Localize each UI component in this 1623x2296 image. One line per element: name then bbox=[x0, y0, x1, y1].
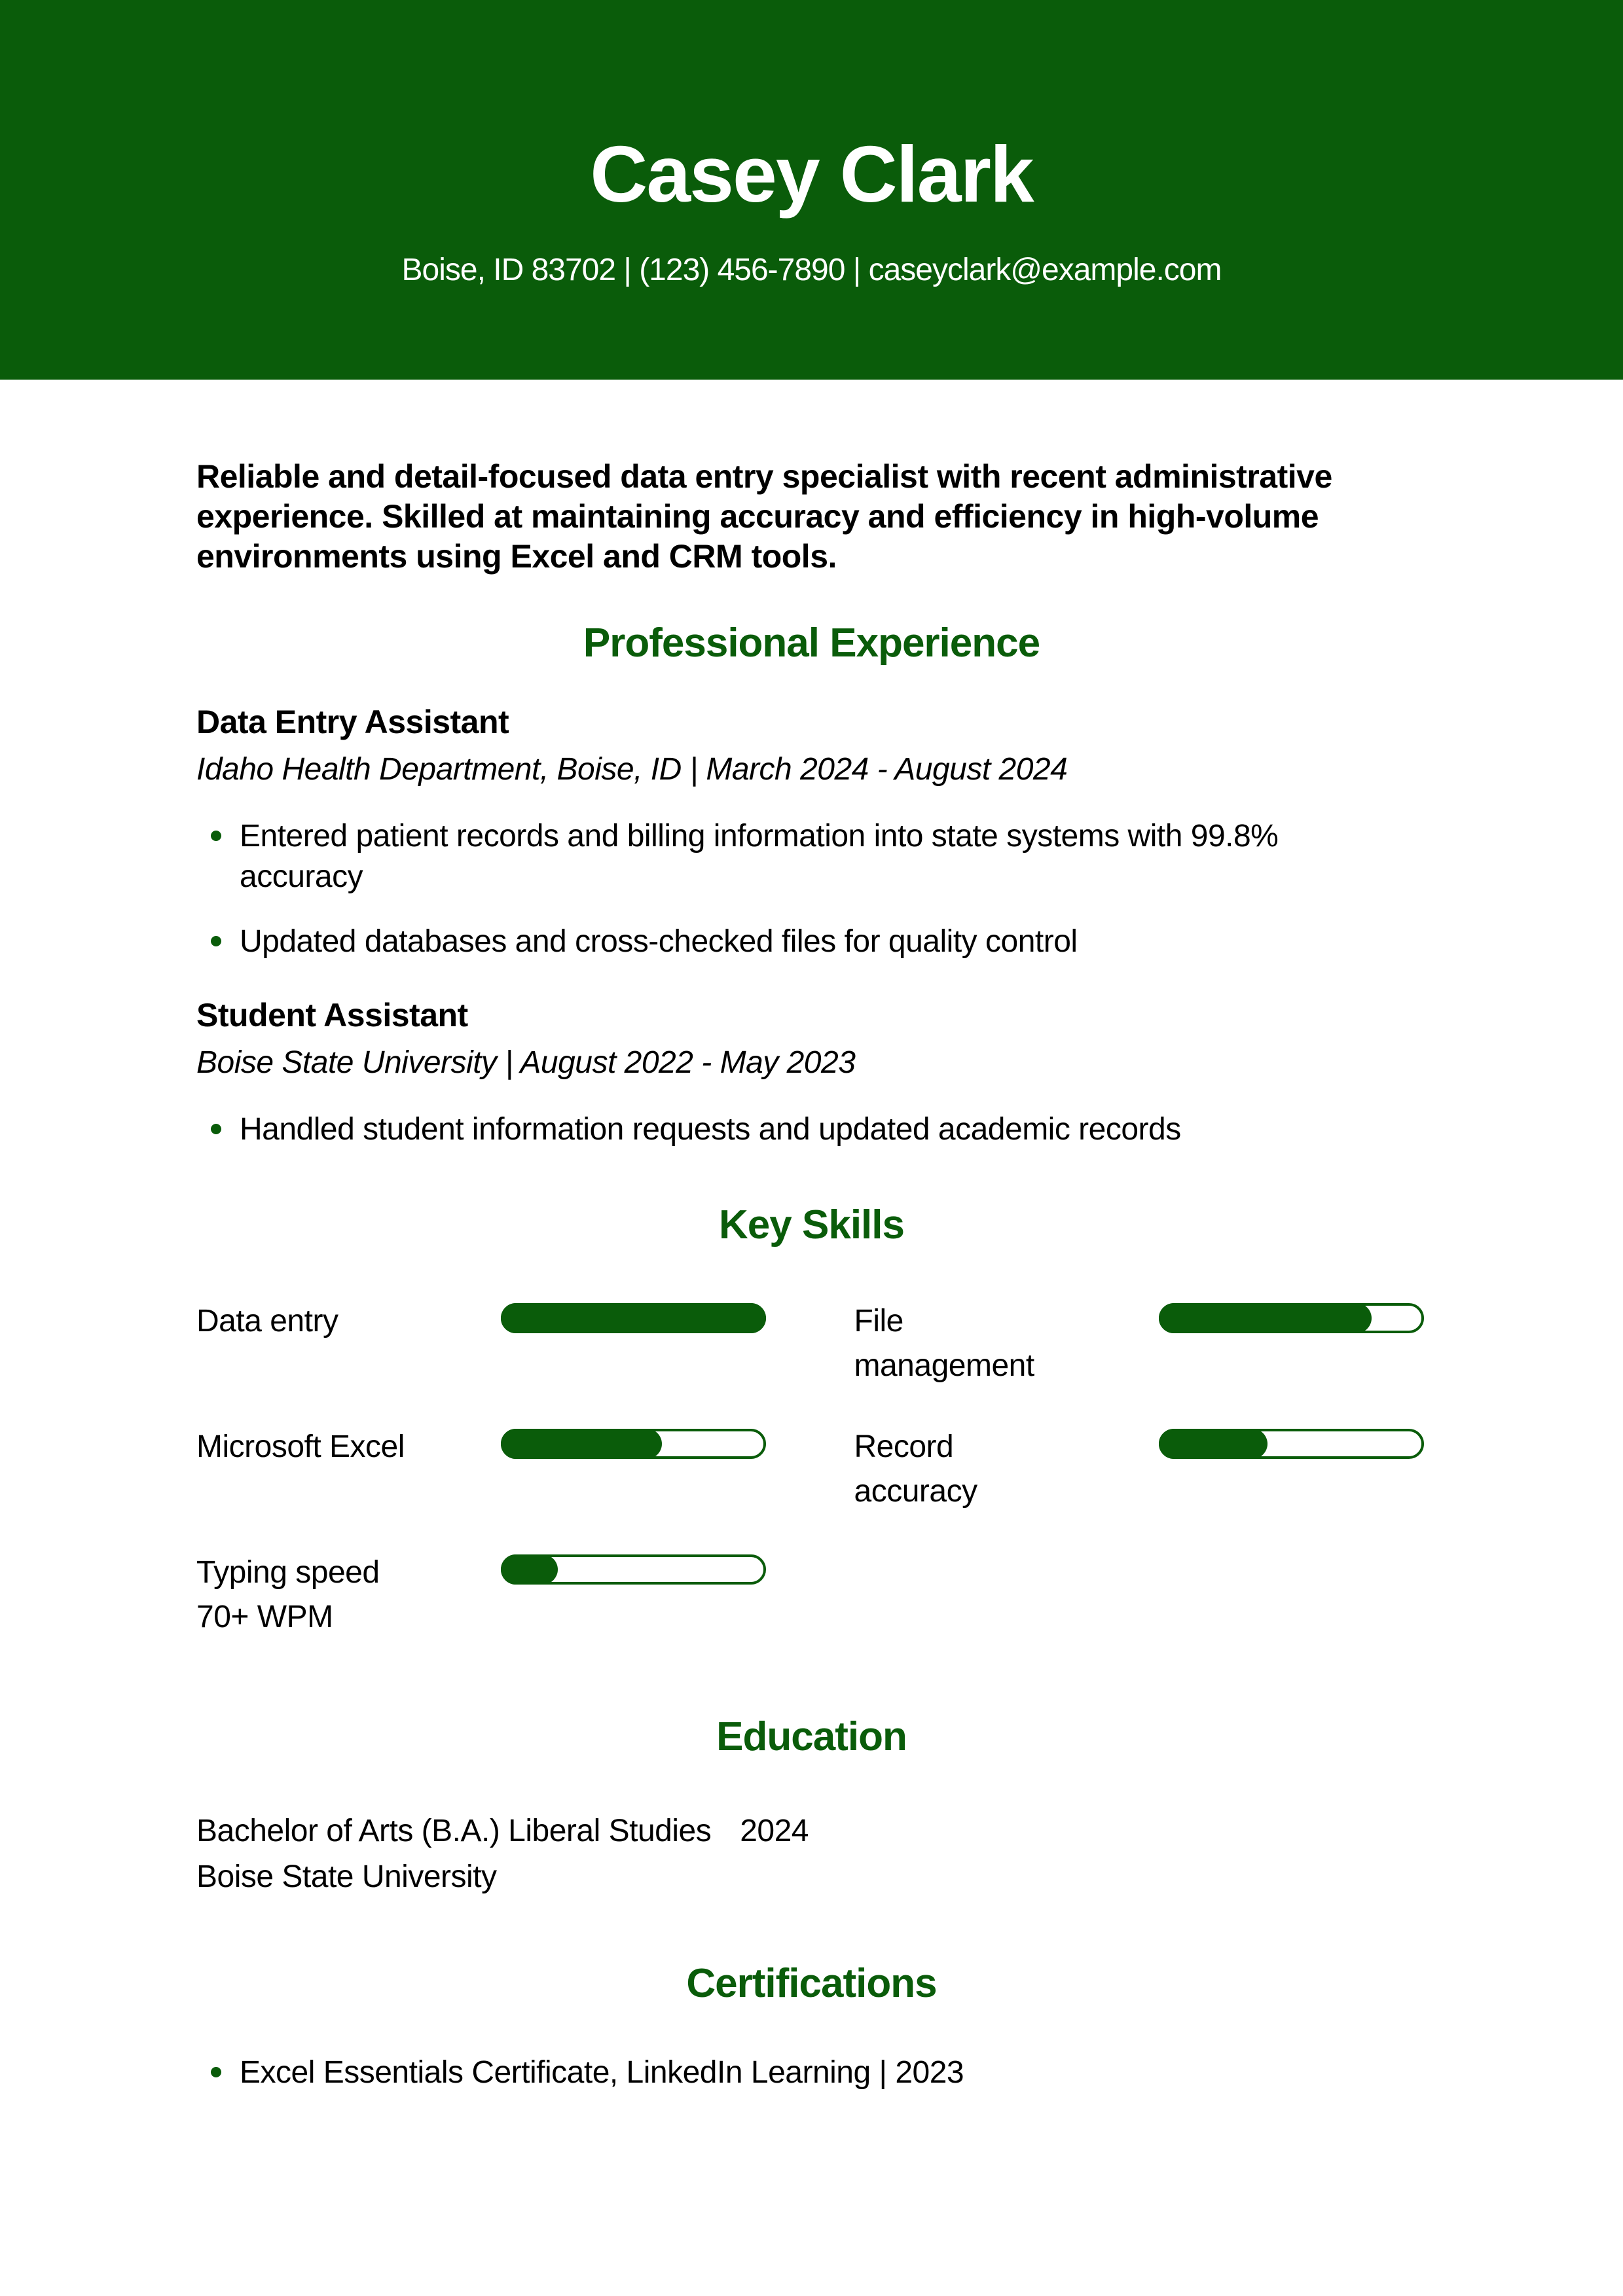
section-title-experience: Professional Experience bbox=[583, 620, 1040, 666]
skill-progress-fill bbox=[501, 1429, 662, 1459]
skill-label: Microsoft Excel bbox=[196, 1429, 405, 1464]
job-bullet-list bbox=[196, 816, 1427, 962]
job-bullet-list bbox=[196, 1109, 1427, 1150]
skill-progress-fill bbox=[1159, 1429, 1268, 1459]
education-degree: Bachelor of Arts (B.A.) Liberal Studies bbox=[196, 1813, 712, 1848]
job-title: Student Assistant bbox=[196, 997, 468, 1034]
job-entry-1 bbox=[196, 703, 1427, 962]
skill-item-microsoft-excel bbox=[196, 1425, 769, 1514]
skill-progress-track bbox=[501, 1303, 766, 1333]
section-title-certifications: Certifications bbox=[686, 1960, 937, 2006]
section-title-education: Education bbox=[716, 1713, 907, 1759]
skill-label: File management bbox=[854, 1303, 1034, 1383]
skill-progress-track bbox=[501, 1429, 766, 1459]
education-year: 2024 bbox=[740, 1813, 809, 1848]
skill-progress-track bbox=[1159, 1303, 1424, 1333]
skill-item-record-accuracy bbox=[854, 1425, 1427, 1514]
contact-line: Boise, ID 83702 | (123) 456-7890 | caseyclark@example.com bbox=[401, 253, 1222, 287]
skill-item-typing-speed bbox=[196, 1551, 769, 1640]
certification-item: Excel Essentials Certificate, LinkedIn Learning | 2023 bbox=[240, 2053, 1392, 2093]
job-meta: Boise State University | August 2022 - May 2023 bbox=[196, 1045, 856, 1081]
education-entry bbox=[196, 1808, 1427, 1900]
content-area bbox=[0, 457, 1623, 2093]
job-title: Data Entry Assistant bbox=[196, 704, 509, 740]
skill-label: Record accuracy bbox=[854, 1429, 977, 1509]
skill-label: Typing speed 70+ WPM bbox=[196, 1555, 380, 1635]
summary-text: Reliable and detail-focused data entry specialist with recent administrative experience. Skilled at maintaining accuracy and efficiency in high-volume environments using Excel and CRM tools. bbox=[196, 458, 1332, 575]
skills-grid bbox=[196, 1299, 1427, 1640]
skill-progress-track bbox=[501, 1554, 766, 1585]
person-name: Casey Clark bbox=[590, 130, 1033, 219]
bullet-item: Entered patient records and billing information into state systems with 99.8% accuracy bbox=[240, 816, 1392, 898]
skill-item-data-entry bbox=[196, 1299, 769, 1388]
section-title-skills: Key Skills bbox=[719, 1202, 904, 1247]
skill-label: Data entry bbox=[196, 1303, 338, 1338]
certification-list bbox=[196, 2053, 1427, 2093]
skill-item-file-management bbox=[854, 1299, 1427, 1388]
skill-progress-fill bbox=[501, 1303, 766, 1333]
skill-progress-fill bbox=[501, 1554, 558, 1585]
education-school: Boise State University bbox=[196, 1859, 497, 1894]
bullet-item: Handled student information requests and updated academic records bbox=[240, 1109, 1392, 1150]
skill-progress-track bbox=[1159, 1429, 1424, 1459]
job-entry-2 bbox=[196, 996, 1427, 1150]
skill-progress-fill bbox=[1159, 1303, 1372, 1333]
header-band bbox=[0, 0, 1623, 380]
bullet-item: Updated databases and cross-checked files for quality control bbox=[240, 922, 1392, 962]
job-meta: Idaho Health Department, Boise, ID | March 2024 - August 2024 bbox=[196, 752, 1068, 787]
